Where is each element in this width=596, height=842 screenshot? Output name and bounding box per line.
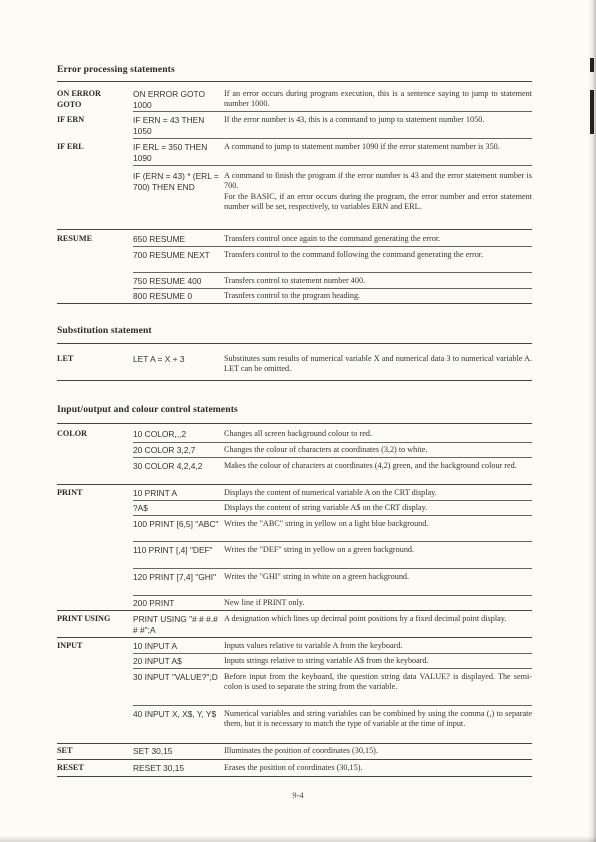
keyword-print: PRINT <box>57 488 83 497</box>
code-example: 20 COLOR 3,2,7 <box>133 445 196 455</box>
description: Writes the "GHI" string in white on a green background. <box>224 572 410 581</box>
table-rule <box>57 303 532 304</box>
row-rule <box>133 442 532 443</box>
keyword-reset: RESET <box>57 763 84 772</box>
code-example: 10 PRINT A <box>133 488 178 498</box>
table-rule <box>57 81 532 82</box>
table-rule <box>57 343 532 344</box>
section-title-error-processing: Error processing statements <box>57 64 175 75</box>
table-rule <box>57 776 532 777</box>
table-rule <box>57 380 532 381</box>
keyword-line: ON ERROR <box>57 89 101 98</box>
table-rule <box>57 759 532 760</box>
description: Erases the position of coordinates (30,15). <box>224 763 363 772</box>
code-example: 40 INPUT X, X$, Y, Y$ <box>133 709 217 719</box>
description: If an error occurs during program execution, this is a sentence saying to jump to statement number 1000. <box>224 89 532 109</box>
description: A command to jump to statement number 1090 if the error statement number is 350. <box>224 142 500 151</box>
row-rule <box>133 568 532 569</box>
keyword-if-ern: IF ERN <box>57 115 85 124</box>
keyword-color: COLOR <box>57 429 88 438</box>
description: Displays the content of numerical variable A on the CRT display. <box>224 488 437 497</box>
code-example: ?A$ <box>133 503 148 513</box>
description: Numerical variables and string variables can be combined by using the comma (,) to separate them, but it is necessary to match the type of variable at the time of input. <box>224 709 532 729</box>
description: Writes the "DEF" string in yellow on a green background. <box>224 545 415 554</box>
row-rule <box>133 500 532 501</box>
code-example: 650 RESUME <box>133 234 186 244</box>
table-rule <box>57 484 532 485</box>
description: Transfers control to the command following the command generating the error. <box>224 250 484 259</box>
code-example: 200 PRINT <box>133 598 175 608</box>
description: Transfers control once again to the command generating the error. <box>224 234 441 243</box>
code-example: IF ERL = 350 THEN 1090 <box>133 142 208 163</box>
binding-mark <box>590 58 594 72</box>
code-example: 750 RESUME 400 <box>133 276 202 286</box>
code-example: PRINT USING "# # #.# # #";A <box>133 614 218 635</box>
table-rule <box>57 423 532 424</box>
table-rule <box>57 610 532 611</box>
description: Inputs strings relative to string variable A$ from the keyboard. <box>224 656 429 665</box>
code-example: SET 30,15 <box>133 746 173 756</box>
code-example: 20 INPUT A$ <box>133 656 182 666</box>
description: Illuminates the position of coordinates (30,15). <box>224 746 378 755</box>
description: A designation which lines up decimal point positions by a fixed decimal point display. <box>224 614 507 623</box>
code-example: IF ERN = 43 THEN 1050 <box>133 115 205 136</box>
row-rule <box>133 595 532 596</box>
code-example: RESET 30,15 <box>133 763 185 773</box>
keyword-set: SET <box>57 746 73 755</box>
table-rule <box>57 229 532 230</box>
row-rule <box>133 272 532 273</box>
description: Substitutes sum results of numerical variable X and numerical data 3 to numerical variable A. LET can be omitted. <box>224 354 532 374</box>
keyword-print-using: PRINT USING <box>57 614 111 623</box>
description: Writes the "ABC" string in yellow on a light blue background. <box>224 519 429 528</box>
code-example: 30 INPUT "VALUE?";D <box>133 672 218 682</box>
row-rule <box>133 705 532 706</box>
row-rule <box>133 653 532 654</box>
keyword-resume: RESUME <box>57 234 93 243</box>
description-note: For the BASIC, if an error occurs during the program, the error number and error statement number will be set, respectively, to variables ERN and ERL. <box>224 192 532 212</box>
keyword-let: LET <box>57 354 74 363</box>
section-title-substitution: Substitution statement <box>57 325 152 336</box>
keyword-input: INPUT <box>57 641 83 650</box>
description: Displays the content of string variable A$ on the CRT display. <box>224 503 428 512</box>
description: New line if PRINT only. <box>224 598 305 607</box>
description: Trasnfers control to the program heading. <box>224 291 361 300</box>
keyword-line: GOTO <box>57 99 82 109</box>
description: If the error number is 43, this is a command to jump to statement number 1050. <box>224 115 485 124</box>
binding-mark <box>590 90 594 134</box>
row-rule <box>133 668 532 669</box>
page-bottom-shadow <box>0 836 596 842</box>
table-rule <box>57 637 532 638</box>
row-rule <box>133 457 532 458</box>
row-rule <box>133 246 532 247</box>
row-rule <box>133 138 532 139</box>
code-example: LET A = X + 3 <box>133 354 185 364</box>
row-rule <box>133 288 532 289</box>
row-rule <box>133 165 532 166</box>
description: Transfers control to statement number 400. <box>224 276 366 285</box>
row-rule <box>133 541 532 542</box>
description: Changes the colour of characters at coordinates (3,2) to white. <box>224 445 428 454</box>
code-example: 100 PRINT [6,5] "ABC" <box>133 519 219 529</box>
description: Inputs values relative to variable A from the keyboard. <box>224 641 403 650</box>
code-example: 800 RESUME 0 <box>133 291 193 301</box>
code-example: ON ERROR GOTO 1000 <box>133 89 205 110</box>
keyword-on-error <box>57 89 127 110</box>
description: Changes all screen background colour to red. <box>224 429 373 438</box>
code-example: 110 PRINT [,4] "DEF" <box>133 545 213 555</box>
page-number: 9-4 <box>292 791 304 800</box>
table-rule <box>57 743 532 744</box>
description: A command to finish the program if the error number is 43 and the error statement number is 700. <box>224 171 532 191</box>
row-rule <box>133 515 532 516</box>
description: Before input from the keyboard, the question string data VALUE? is displayed. The semi-colon is used to separate the string from the variable. <box>224 672 532 692</box>
code-example: 10 INPUT A <box>133 641 178 651</box>
code-example: IF (ERN = 43) * (ERL = 700) THEN END <box>133 171 219 192</box>
code-example: 10 COLOR,,,2 <box>133 429 187 439</box>
section-title-input-output: Input/output and colour control statements <box>57 404 238 415</box>
code-example: 120 PRINT [7,4] "GHI" <box>133 572 217 582</box>
code-example: 30 COLOR 4,2,4,2 <box>133 461 203 471</box>
row-rule <box>133 111 532 112</box>
keyword-if-erl: IF ERL <box>57 142 84 151</box>
description: Makes the colour of characters at coordinates (4,2) green, and the background colour red. <box>224 461 517 470</box>
code-example: 700 RESUME NEXT <box>133 250 210 260</box>
